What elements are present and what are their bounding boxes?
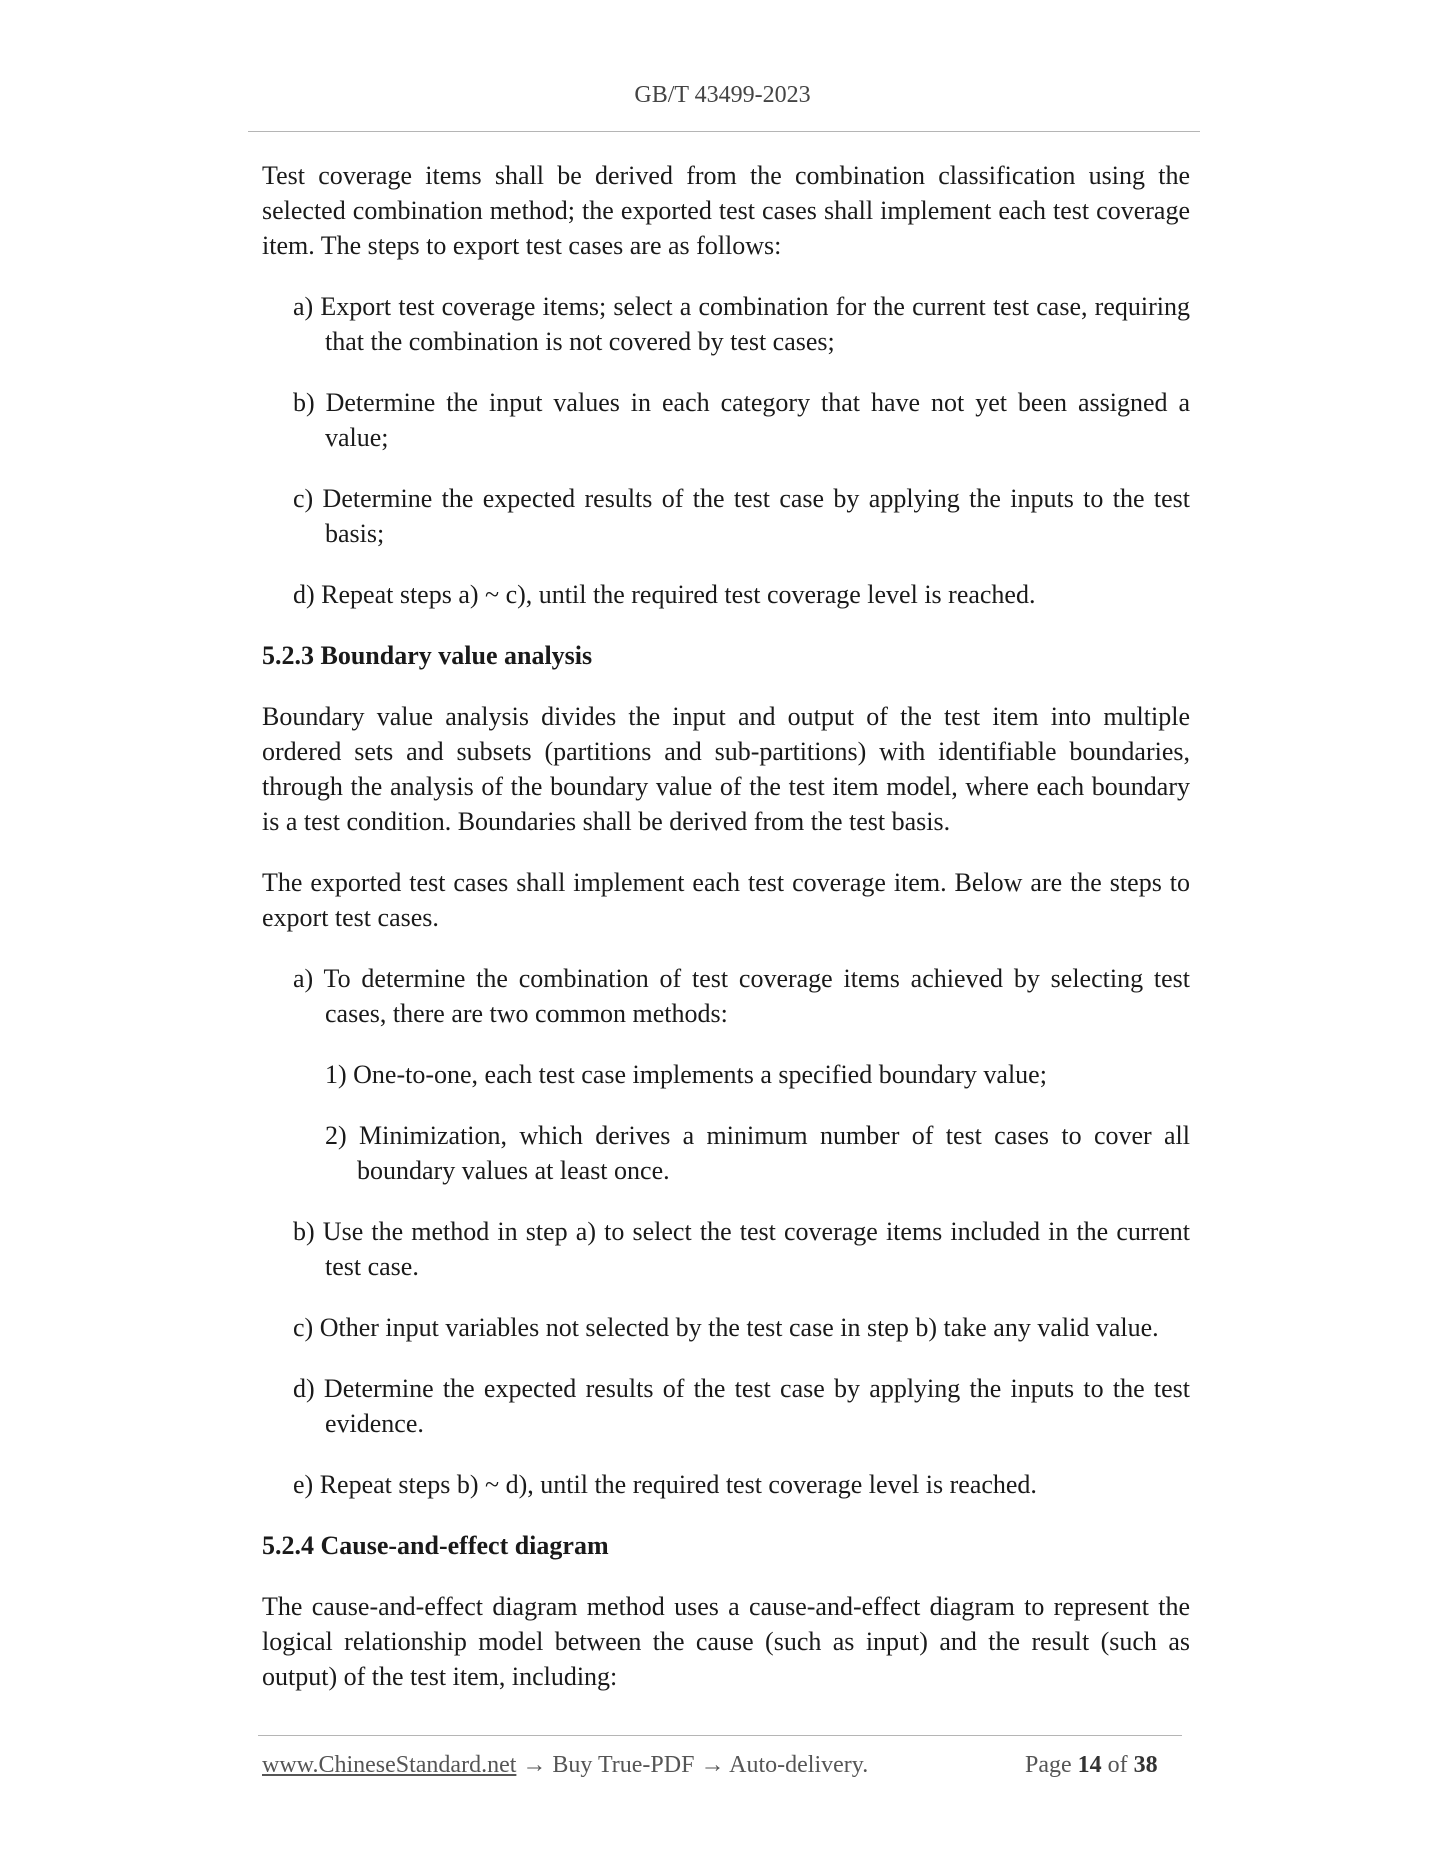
arrow-right-icon: → <box>522 1752 547 1778</box>
page-header: GB/T 43499-2023 <box>634 82 811 108</box>
section-523-step-b: b) Use the method in step a) to select the test coverage items included in the current test case. <box>293 1217 1190 1281</box>
section-523-substep-1: 1) One-to-one, each test case implements a specified boundary value; <box>325 1060 1047 1089</box>
buy-text: Buy True-PDF <box>552 1752 695 1778</box>
intro-step-d: d) Repeat steps a) ~ c), until the required test coverage level is reached. <box>293 580 1036 609</box>
site-link[interactable]: www.ChineseStandard.net <box>262 1752 517 1778</box>
intro-paragraph: Test coverage items shall be derived from the combination classification using the selected combination method; the exported test cases shall implement each test coverage item. The steps to export test cases are as follows: <box>262 161 1190 260</box>
page-number: 14 <box>1077 1752 1102 1778</box>
header-divider <box>248 131 1200 132</box>
page-label: Page <box>1025 1752 1072 1778</box>
section-524-paragraph-1: The cause-and-effect diagram method uses a cause-and-effect diagram to represent the logical relationship model between the cause (such as input) and the result (such as output) of the test item, including: <box>262 1592 1190 1691</box>
section-523-step-a: a) To determine the combination of test coverage items achieved by selecting test cases, there are two common methods: <box>293 964 1190 1028</box>
total-pages: 38 <box>1133 1752 1158 1778</box>
page-indicator <box>1025 1752 1158 1779</box>
section-523-step-d: d) Determine the expected results of the test case by applying the inputs to the test evidence. <box>293 1374 1190 1438</box>
footer-promo <box>262 1752 868 1779</box>
section-524-heading: 5.2.4 Cause-and-effect diagram <box>262 1531 609 1560</box>
of-label: of <box>1107 1752 1128 1778</box>
section-523-paragraph-2: The exported test cases shall implement each test coverage item. Below are the steps to export test cases. <box>262 868 1190 932</box>
section-523-substep-2: 2) Minimization, which derives a minimum number of test cases to cover all boundary values at least once. <box>325 1121 1190 1185</box>
section-523-heading: 5.2.3 Boundary value analysis <box>262 641 593 670</box>
section-523-paragraph-1: Boundary value analysis divides the input and output of the test item into multiple ordered sets and subsets (partitions and sub-partitions) with identifiable boundaries, through the analysis of the boundary value of the test item model, where each boundary is a test condition. Boundaries shall be derived from the test basis. <box>262 702 1190 836</box>
page-content <box>262 158 1190 1720</box>
intro-step-c: c) Determine the expected results of the test case by applying the inputs to the test basis; <box>293 484 1190 548</box>
arrow-right-icon: → <box>700 1752 725 1778</box>
delivery-text: Auto-delivery. <box>729 1752 869 1778</box>
intro-step-b: b) Determine the input values in each category that have not yet been assigned a value; <box>293 388 1190 452</box>
footer-divider <box>258 1735 1182 1736</box>
section-523-step-c: c) Other input variables not selected by the test case in step b) take any valid value. <box>293 1313 1159 1342</box>
intro-step-a: a) Export test coverage items; select a combination for the current test case, requiring that the combination is not covered by test cases; <box>293 292 1190 356</box>
section-523-step-e: e) Repeat steps b) ~ d), until the required test coverage level is reached. <box>293 1470 1037 1499</box>
